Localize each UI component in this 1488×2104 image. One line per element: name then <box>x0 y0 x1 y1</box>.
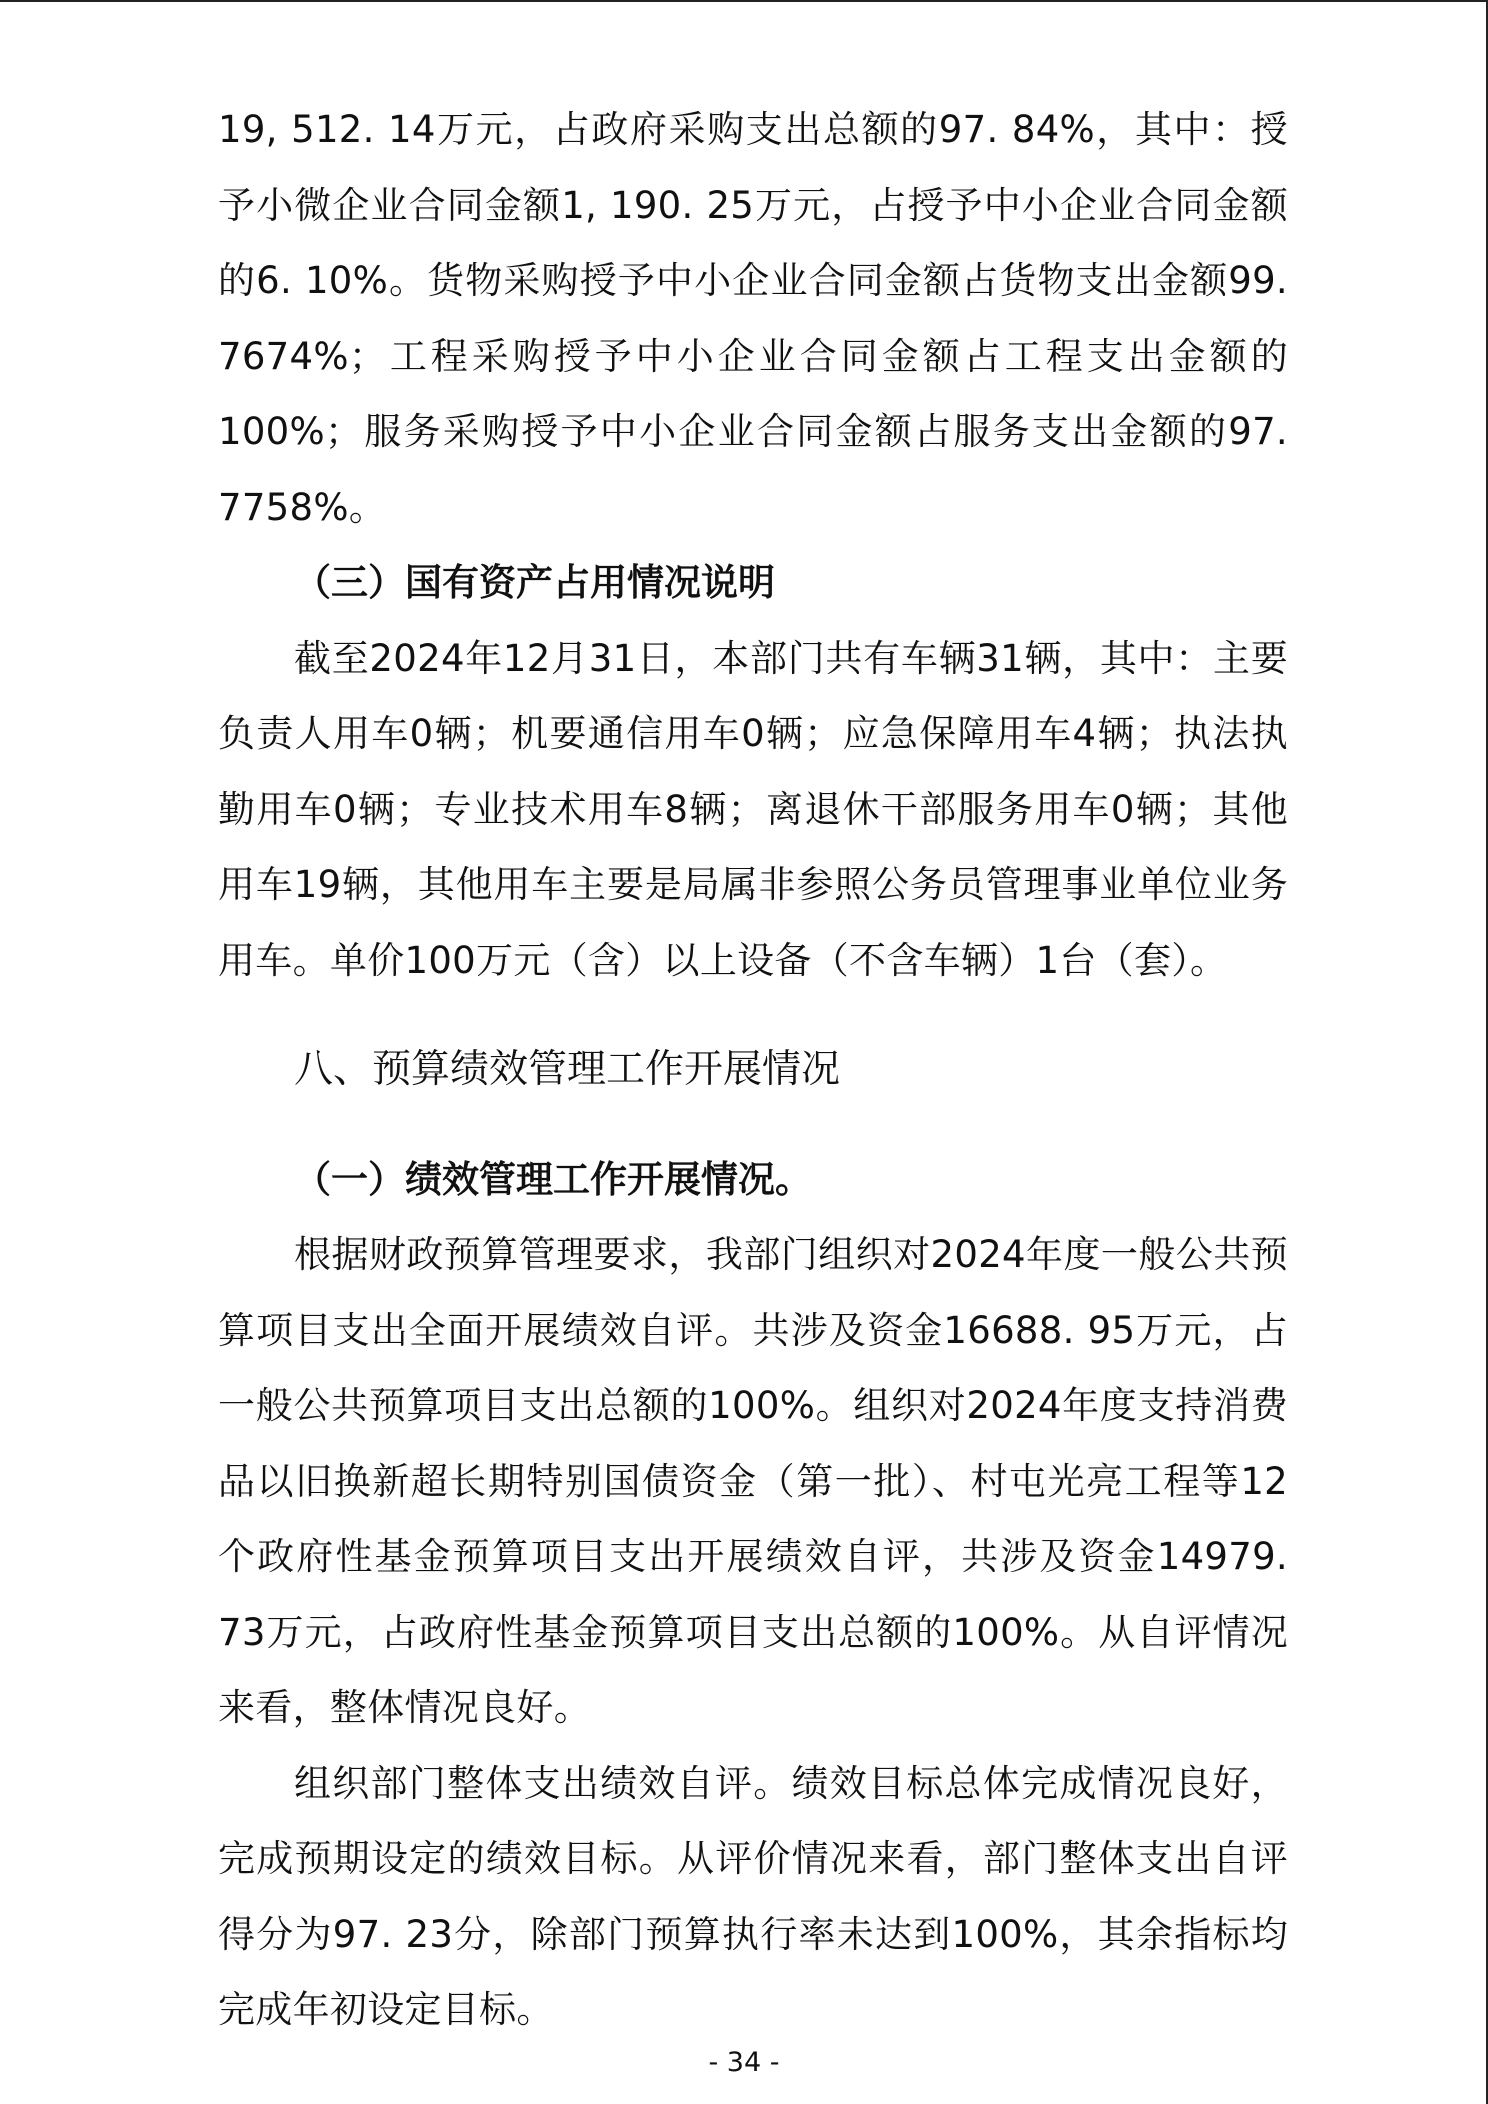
paragraph-overall-evaluation: 组织部门整体支出绩效自评。绩效目标总体完成情况良好，完成预期设定的绩效目标。从评价情况来看，部门整体支出自评得分为97. 23分，除部门预算执行率未达到100%，其余指标均完成年初设定目标。 <box>218 1761 1288 2031</box>
document-body <box>218 92 1288 2048</box>
page-number: - 34 - <box>708 2047 780 2078</box>
subheading-state-assets: （三）国有资产占用情况说明 <box>294 561 775 604</box>
paragraph-vehicles: 截至2024年12月31日，本部门共有车辆31辆，其中：主要负责人用车0辆；机要通信用车0辆；应急保障用车4辆；执法执勤用车0辆；专业技术用车8辆；离退休干部服务用车0辆；其他用车19辆，其他用车主要是局属非参照公务员管理事业单位业务用车。单价100万元（含）以上设备（不含车辆）1台（套）。 <box>218 636 1288 982</box>
subheading-performance-work: （一）绩效管理工作开展情况。 <box>294 1157 812 1201</box>
paragraph-procurement: 19, 512. 14万元，占政府采购支出总额的97. 84%，其中：授予小微企业合同金额1, 190. 25万元，占授予中小企业合同金额的6. 10%。货物采购授予中小企业合同金额占货物支出金额99. 7674%；工程采购授予中小企业合同金额占工程支出金额的100%；服务采购授予中小企业合同金额占服务支出金额的97. 7758%。 <box>218 108 1288 529</box>
paragraph-self-evaluation: 根据财政预算管理要求，我部门组织对2024年度一般公共预算项目支出全面开展绩效自评。共涉及资金16688. 95万元，占一般公共预算项目支出总额的100%。组织对2024年度支持消费品以旧换新超长期特别国债资金（第一批）、村屯光亮工程等12个政府性基金预算项目支出开展绩效自评，共涉及资金14979. 73万元，占政府性基金预算项目支出总额的100%。从自评情况来看，整体情况良好。 <box>218 1233 1288 1729</box>
section-heading-performance: 八、预算绩效管理工作开展情况 <box>294 1047 841 1092</box>
